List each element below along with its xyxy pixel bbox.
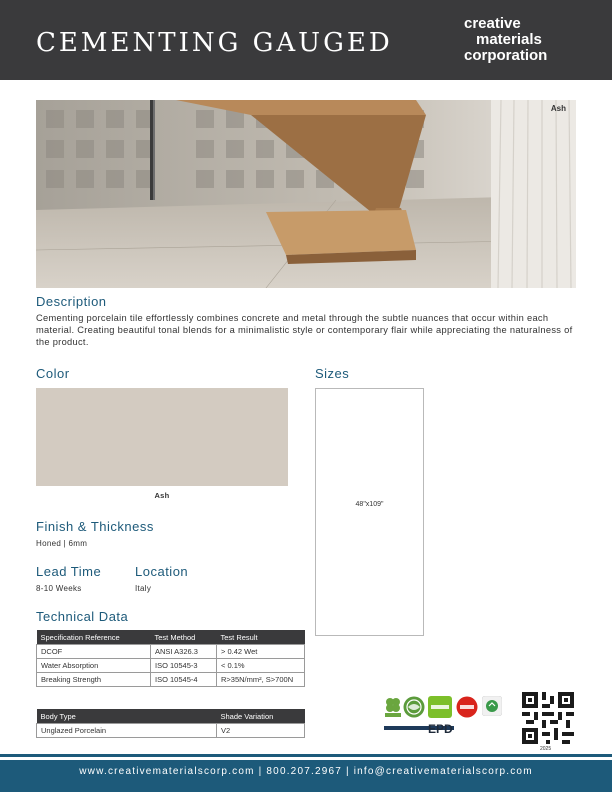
leed-icon xyxy=(384,696,402,723)
epd-label: EPD xyxy=(428,722,453,736)
color-swatch xyxy=(36,388,288,486)
technical-heading: Technical Data xyxy=(36,609,129,624)
table-cell: V2 xyxy=(217,724,305,738)
page-footer xyxy=(0,760,612,792)
room-scene-illustration xyxy=(36,100,576,288)
table-row xyxy=(37,724,305,738)
table-cell: Breaking Strength xyxy=(37,673,151,687)
lead-time-heading: Lead Time xyxy=(36,564,102,579)
table-cell: ISO 10545-3 xyxy=(151,659,217,673)
page-title: CEMENTING GAUGED xyxy=(36,28,393,58)
table-cell: > 0.42 Wet xyxy=(217,645,305,659)
qr-code[interactable] xyxy=(522,692,574,744)
color-swatch-label: Ash xyxy=(154,491,170,500)
column-header: Shade Variation xyxy=(217,709,305,724)
location-value: Italy xyxy=(135,584,152,593)
red-list-free-icon xyxy=(456,696,478,723)
qr-year: 2025 xyxy=(540,746,552,752)
column-header: Test Method xyxy=(151,630,217,645)
footer-divider xyxy=(0,754,612,757)
finish-value: Honed | 6mm xyxy=(36,539,88,548)
body-type-table xyxy=(36,709,305,738)
green-globe-icon xyxy=(403,696,425,723)
logo-line-3: corporation xyxy=(464,47,548,64)
location-heading: Location xyxy=(135,564,189,579)
table-cell: ANSI A326.3 xyxy=(151,645,217,659)
description-text: Cementing porcelain tile effortlessly combines concrete and metal through the subtle nuances that occur within each material. Creating beautiful tonal blends for a minimalistic style or contemporary flair while appreciating the naturalness of the product. xyxy=(36,313,573,347)
declare-label-icon xyxy=(428,696,452,723)
page-header xyxy=(0,0,612,80)
table-row xyxy=(37,673,305,687)
table-cell: R>35N/mm², S>700N xyxy=(217,673,305,687)
footer-contact: www.creativematerialscorp.com | 800.207.2967 | info@creativematerialscorp.com xyxy=(79,766,533,777)
sizes-heading: Sizes xyxy=(315,366,350,381)
table-row xyxy=(37,659,305,673)
finish-heading: Finish & Thickness xyxy=(36,519,154,534)
technical-data-table xyxy=(36,630,305,687)
logo-line-2: materials xyxy=(476,31,542,48)
table-row xyxy=(37,645,305,659)
table-header-row xyxy=(37,630,305,645)
table-cell: DCOF xyxy=(37,645,151,659)
column-header: Specification Reference xyxy=(37,630,151,645)
column-header: Body Type xyxy=(37,709,217,724)
table-cell: Unglazed Porcelain xyxy=(37,724,217,738)
table-cell: Water Absorption xyxy=(37,659,151,673)
lead-time-value: 8-10 Weeks xyxy=(36,584,82,593)
recycle-icon xyxy=(482,696,502,721)
size-diagram xyxy=(315,388,424,636)
hero-image xyxy=(36,100,576,288)
column-header: Test Result xyxy=(217,630,305,645)
table-cell: ISO 10545-4 xyxy=(151,673,217,687)
table-cell: < 0.1% xyxy=(217,659,305,673)
hero-caption: Ash xyxy=(550,104,566,113)
logo-line-1: creative xyxy=(464,15,521,32)
table-header-row xyxy=(37,709,305,724)
size-label: 48"x109" xyxy=(355,501,384,508)
company-logo xyxy=(464,16,584,64)
color-heading: Color xyxy=(36,366,70,381)
description-heading: Description xyxy=(36,294,107,309)
